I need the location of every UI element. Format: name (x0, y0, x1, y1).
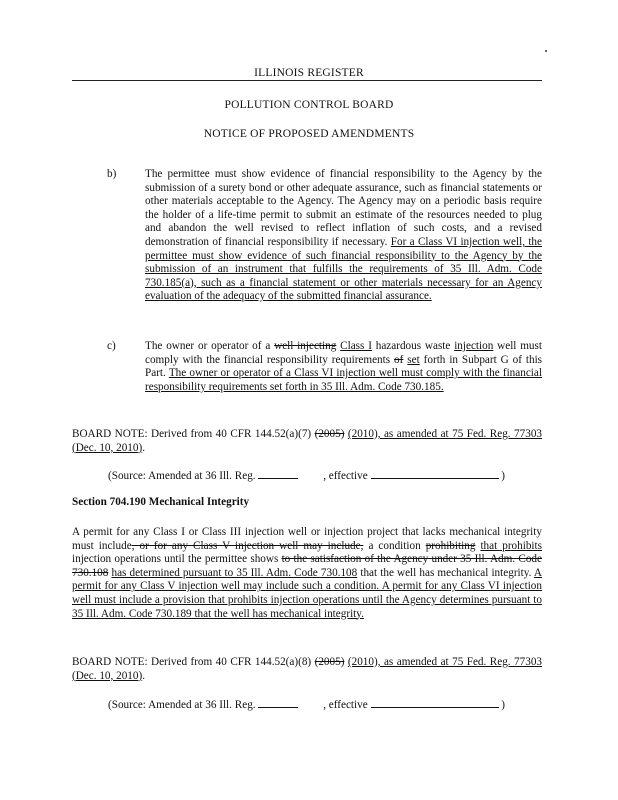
para-c-text (145, 340, 542, 394)
board-note-1-text: BOARD NOTE: Derived from 40 CFR 144.52(a)(7) (72, 428, 312, 440)
para-c-text-2: hazardous waste (375, 340, 451, 352)
board-note-1-inserted: (2010), as amended at 75 Fed. Reg. 77303 (Dec. 10, 2010) (72, 428, 543, 454)
register-title: ILLINOIS REGISTER (254, 67, 364, 79)
mi-inserted-3: A permit for any Class V injection well may include such a condition. A permit for any Class VI injection well must include a provision that prohibits injection operations until the Agency determines pursuant to 35 Ill. Adm. Code 730.189 that the well has mechanical integrity. (72, 566, 543, 620)
source-2-reg-blank (258, 697, 298, 708)
para-c-inserted-2: injection (454, 340, 494, 352)
source-1-close: ) (501, 470, 506, 482)
para-c-text-4: forth in Subpart G of this Part. (145, 353, 543, 380)
para-c-label: c) (107, 340, 116, 352)
scan-speck (545, 50, 547, 52)
para-c-text-3: well must comply with the financial responsibility requirements (145, 340, 542, 366)
board-note-1-period: . (142, 441, 146, 454)
section-heading: Section 704.190 Mechanical Integrity (72, 496, 250, 508)
mi-text-1: A permit for any Class I or Class III injection well or injection project that lacks mechanical integrity must include (72, 526, 542, 552)
para-b-label: b) (107, 168, 117, 180)
source-1-date-blank (371, 468, 499, 479)
para-b-insertion: For a Class VI injection well, the permittee must show evidence of such financial responsibility to the Agency by the submission of an instrument that fulfills the requirements of 35 Ill. Adm. Code 730.185(a), such as a financial statement or other materials necessary for an Agency evaluation of the adequacy of the submitted financial assurance. (145, 235, 542, 303)
mechanical-integrity-text (72, 526, 542, 621)
para-b-text (145, 168, 542, 304)
board-note-2 (72, 656, 542, 683)
para-c-deleted-1: well injecting (274, 340, 337, 352)
para-b-original: The permittee must show evidence of financial responsibility to the Agency by the submission of a surety bond or other adequate assurance, such as financial statements or other materials acceptable to the Agency. The Agency may on a periodic basis require the holder of a life-time permit to submit an estimate of the resources needed to plug and abandon the well revised to reflect inflation of such costs, and a revised demonstration of financial responsibility if necessary. (145, 168, 542, 248)
mi-deleted-1: , or for any Class V injection well may include, (131, 539, 364, 552)
para-c-inserted-3: set (407, 353, 420, 366)
source-line-1 (108, 468, 548, 484)
mi-text-2: a condition (368, 539, 421, 552)
header-rule (72, 80, 542, 81)
board-note-1 (72, 428, 542, 455)
mi-text-4: that the well has mechanical integrity. (360, 566, 532, 579)
board-note-2-period: . (142, 669, 146, 682)
source-1-text: (Source: Amended at 36 Ill. Reg. (108, 470, 256, 482)
board-note-1-deleted: (2005) (314, 428, 345, 440)
mi-inserted-1: that prohibits (480, 539, 543, 552)
board-title: POLLUTION CONTROL BOARD (224, 99, 394, 111)
board-note-2-text: BOARD NOTE: Derived from 40 CFR 144.52(a)(8) (72, 656, 312, 668)
source-2-text: (Source: Amended at 36 Ill. Reg. (108, 699, 256, 711)
mi-deleted-2: prohibiting (425, 539, 476, 552)
notice-title: NOTICE OF PROPOSED AMENDMENTS (203, 128, 415, 140)
source-2-close: ) (501, 699, 506, 711)
para-c-inserted-4: The owner or operator of a Class VI injection well must comply with the financial responsibility requirements set forth in 35 Ill. Adm. Code 730.185. (145, 367, 542, 393)
source-2-effective: , effective (323, 699, 368, 711)
para-c-inserted-1: Class I (340, 340, 372, 352)
para-c-deleted-2: of (394, 353, 404, 366)
board-note-2-inserted: (2010), as amended at 75 Fed. Reg. 77303 (Dec. 10, 2010) (72, 656, 543, 682)
source-1-reg-blank (258, 468, 298, 479)
mi-inserted-2: has determined pursuant to 35 Ill. Adm. Code 730.108 (111, 566, 358, 579)
para-c-text-1: The owner or operator of a (145, 340, 271, 352)
source-2-date-blank (371, 697, 499, 708)
board-note-2-deleted: (2005) (314, 656, 345, 668)
source-line-2 (108, 697, 548, 713)
source-1-effective: , effective (323, 470, 368, 482)
mi-text-3: injection operations until the permittee shows (72, 553, 279, 566)
mi-deleted-3: to the satisfaction of the Agency under 35 Ill. Adm. Code 730.108 (72, 553, 542, 579)
